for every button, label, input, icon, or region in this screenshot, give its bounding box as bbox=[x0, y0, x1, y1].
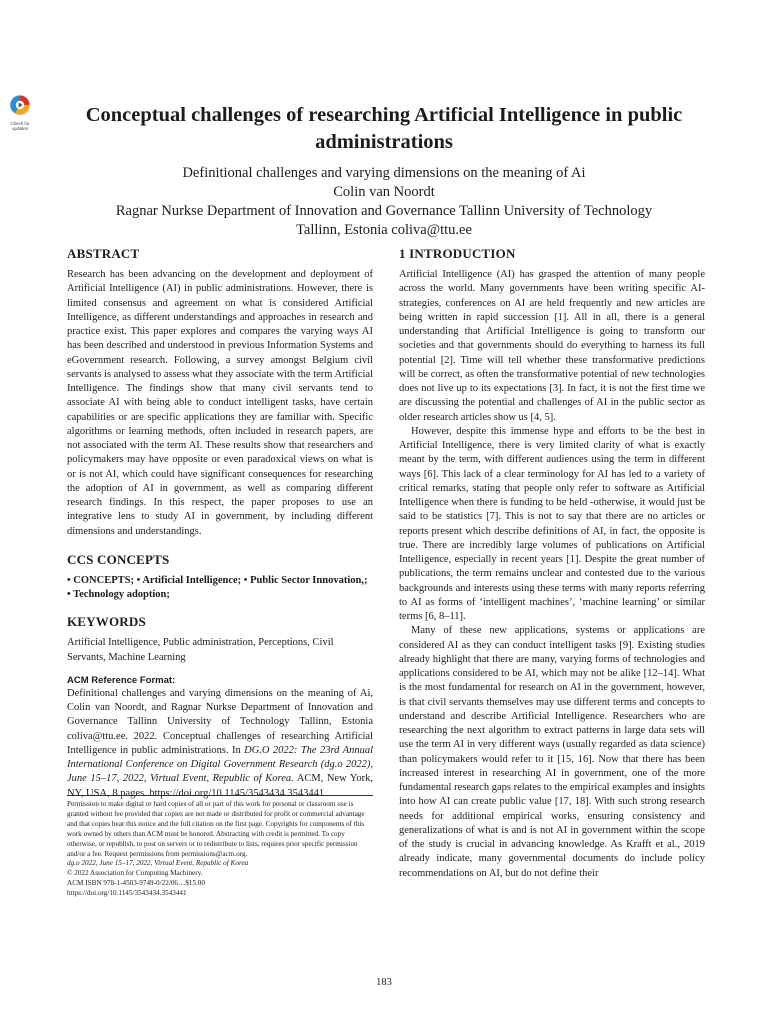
affiliation-line-1: Ragnar Nurkse Department of Innovation and Governance Tallinn University of Technology bbox=[115, 203, 653, 219]
intro-paragraph-3: Many of these new applications, systems or applications are considered AI as they can conduct intelligent tasks [9]. Existing studies already highlight that there are many, varying forms of technologies and applications considered to be AI, which may not be alike [12–14]. What is the most fundamental for research on AI in the government, however, is that civil servants themselves may use different terms and concepts to understand and describe Artificial Intelligence. Researchers who are researching the next algorithm to extract patterns in large data sets will use the term AI in very different ways (usually regarded as data science) than policymakers would refer to it [15, 16]. Now that there has been increased interest in researching AI in government, one of the more fundamental research gaps relates to the empirical examples and insights into how AI can create public value [17, 18]. With such strong research needs for additional empirical works, ensuring consistency and generalizations of what is and is not AI in government within the scope of the study is crucial in advancing knowledge. As Krafft et al., 2019 already indicate, many governmental documents do include policy recommendations on AI, but do not define their bbox=[399, 625, 705, 879]
acm-reference-venue: DG.O 2022: The 23rd Annual International Conference on Digital Government Research (dg.o 2022), June 15–17, 2022, Virtual Event, Republic of Korea. bbox=[67, 744, 373, 785]
abstract-heading: ABSTRACT bbox=[67, 246, 140, 261]
check-for-updates-badge[interactable] bbox=[5, 94, 35, 131]
paper-subtitle: Definitional challenges and varying dimensions on the meaning of Ai bbox=[182, 165, 586, 181]
author-name: Colin van Noordt bbox=[333, 184, 435, 200]
permission-conference bbox=[67, 859, 373, 869]
ccs-heading: CCS CONCEPTS bbox=[67, 551, 170, 567]
intro-paragraph-2: However, despite this immense hype and efforts to be the best in Artificial Intelligence, there is very limited clarity of what is exactly meant by the term, with different audiences using the term in different ways [6]. This lack of a clear terminology for AI has led to a variety of critical remarks, stating that people only refer to software as Artificial Intelligence when there is funding to be held -otherwise, it would just be said to be statistics [7]. This is not to say that there are no articles or reports present which describe definitions of AI, in fact, the opposite is true. There are incredibly large volumes of publications on Artificial Intelligence, especially in recent years [1]. Despite the great number of publications, the term remains unclear and contested due to the various backgrounds and interests using these terms with many reports referring to AI as forms of ‘intelligent machines’, ‘machine learning’ or similar terms [6, 8–11]. bbox=[399, 425, 705, 622]
right-column bbox=[399, 246, 705, 881]
isbn-line: ACM ISBN 978-1-4503-9749-0/22/06…$15.00 bbox=[67, 879, 205, 888]
copyright-line: © 2022 Association for Computing Machinery. bbox=[67, 869, 203, 878]
paper-subhead bbox=[40, 164, 728, 240]
acm-reference-text bbox=[67, 687, 373, 801]
keywords-heading: KEYWORDS bbox=[67, 614, 146, 630]
update-circle-icon bbox=[9, 94, 31, 116]
keywords-text: Artificial Intelligence, Public administration, Perceptions, Civil Servants, Machine Learning bbox=[67, 637, 334, 663]
intro-paragraph-1: Artificial Intelligence (AI) has grasped the attention of many people across the world. Many governments have been writing specific AI-strategies, conferences on AI are held frequently and new articles are being written in rapid succession [1]. All in all, there is a general understanding that Artificial Intelligence is going to transform our societies and that governments should do everything to harness its full potential [2]. Time will tell whether these transformative predictions will be correct, as often the transformative potential of new technologies does not live up to its expectations [3]. In fact, it is not the first time we are discussing the potential and challenges of AI in the public sector as older research articles show us [4, 5]. bbox=[399, 269, 705, 423]
permission-text: Permission to make digital or hard copies of all or part of this work for personal or classroom use is granted without fee provided that copies are not made or distributed for profit or commercial advantage and that copies bear this notice and the full citation on the first page. Copyrights for components of this work owned by others than ACM must be honored. Abstracting with credit is permitted. To copy otherwise, or republish, to post on servers or to redistribute to lists, requires prior specific permission and/or a fee. Request permissions from permissions@acm.org. bbox=[67, 800, 365, 858]
left-column bbox=[67, 246, 373, 801]
badge-line2: updates bbox=[11, 126, 28, 131]
conference-line: dg.o 2022, June 15–17, 2022, Virtual Event, Republic of Korea bbox=[67, 859, 249, 868]
doi-link[interactable]: https://doi.org/10.1145/3543434.3543441 bbox=[67, 889, 187, 898]
affiliation-line-2: Tallinn, Estonia coliva@ttu.ee bbox=[296, 222, 472, 238]
paper-title: Conceptual challenges of researching Artificial Intelligence in public administrations bbox=[85, 104, 683, 153]
permission-footnote bbox=[67, 795, 373, 899]
acm-reference-label: ACM Reference Format: bbox=[67, 674, 176, 686]
page-number: 183 bbox=[376, 977, 392, 988]
ccs-text: • CONCEPTS; • Artificial Intelligence; • Public Sector Innovation,; • Technology adoption; bbox=[67, 574, 368, 600]
abstract-text: Research has been advancing on the development and deployment of Artificial Intelligence (AI) in public administrations. However, there is limited consensus and agreement on what is considered Artificial Intelligence, as different understandings and approaches in research and practice exist. This paper explores and compares the varying ways AI has been described and understood in previous Information Systems and eGovernment research. Following, a survey amongst Belgium civil servants is analysed to assess what they associate with the term Artificial Intelligence. The findings show that many civil servants tend to associate AI with being able to conduct intelligent tasks, have certain capabilities or are specific applications they are familiar with. Specific algorithms or learning methods, often included in research papers, are not associated with the term AI. These results show that researchers and policymakers may have opposite or even paradoxical views on what is or is not AI, which could have significant consequences for researching the adoption of AI in government, as well as comparing different research findings. In this respect, the paper proposes to use an integrative lens to study AI in government, by including different dimensions and understandings. bbox=[67, 269, 373, 537]
introduction-heading: 1 INTRODUCTION bbox=[399, 246, 516, 261]
badge-line1: Check for bbox=[10, 121, 30, 126]
acm-reference-authors: Definitional challenges and varying dimensions on the meaning of Ai, Colin van Noordt, and Ragnar Nurkse Department of Innovation and Governance Tallinn University of Technology Tallinn, Estonia coliva@ttu.ee. 2022. Conceptual challenges of researching Artificial Intelligence in public administrations. In bbox=[67, 687, 373, 756]
acm-reference-publisher[interactable]: ACM, New York, NY, USA, 8 pages. https://doi.org/10.1145/3543434.3543441 bbox=[67, 773, 373, 799]
